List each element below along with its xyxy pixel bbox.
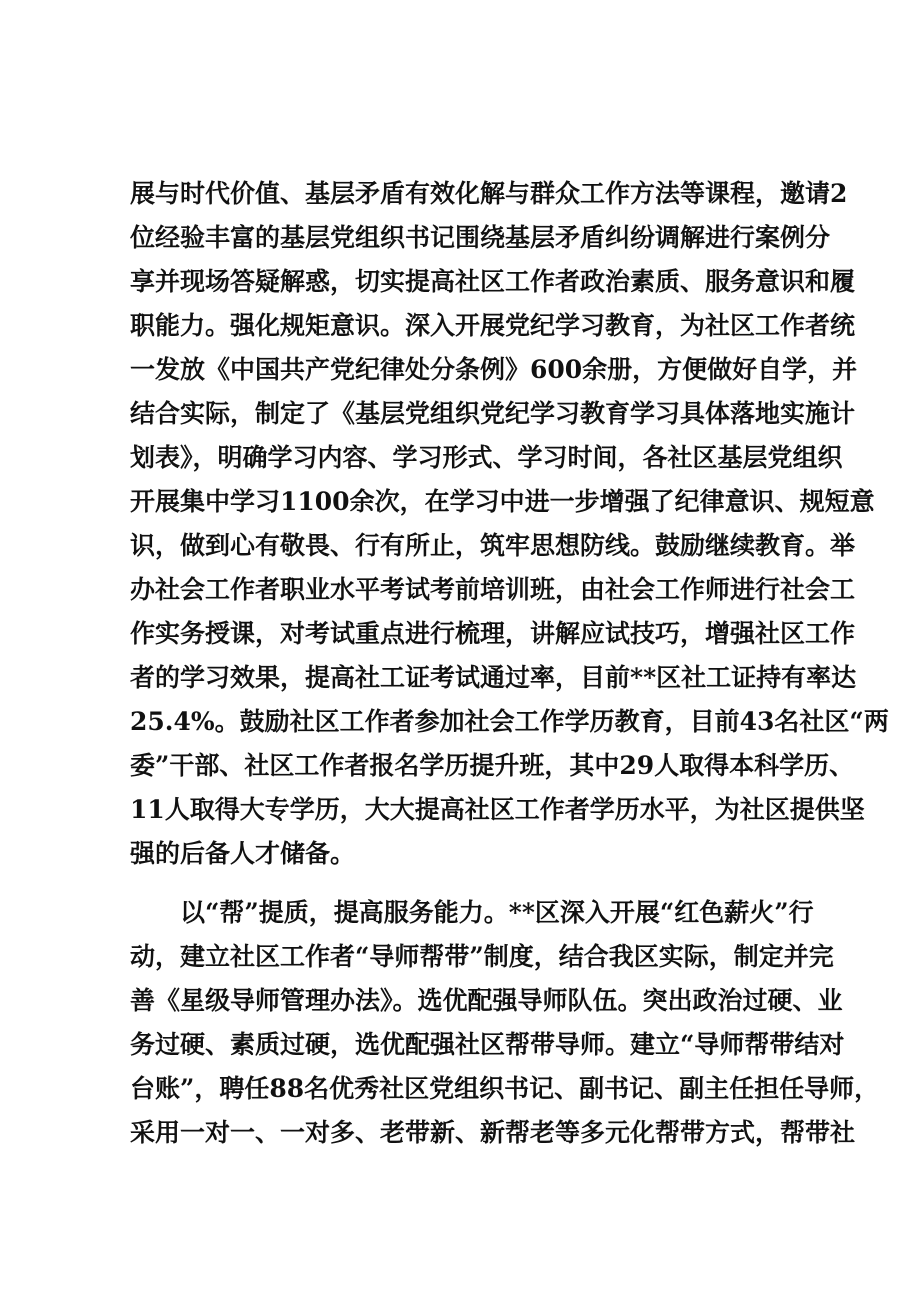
paragraph-1-line-13: 25.4%。鼓励社区工作者参加社会工作学历教育，目前43名社区“两 xyxy=(130,707,889,736)
paragraph-1-line-15: 11人取得大专学历，大大提高社区工作者学历水平，为社区提供坚 xyxy=(130,795,865,824)
paragraph-1-line-16: 强的后备人才储备。 xyxy=(130,839,356,868)
paragraph-1-line-4: 职能力。强化规矩意识。深入开展党纪学习教育，为社区工作者统 xyxy=(130,311,856,340)
paragraph-1-line-2: 位经验丰富的基层党组织书记围绕基层矛盾纠纷调解进行案例分 xyxy=(130,223,831,252)
paragraph-2-line-3: 善《星级导师管理办法》。选优配强导师队伍。突出政治过硬、业 xyxy=(130,986,843,1015)
paragraph-1-line-12: 者的学习效果，提高社工证考试通过率，目前**区社工证持有率达 xyxy=(130,663,857,692)
paragraph-1-line-1: 展与时代价值、基层矛盾有效化解与群众工作方法等课程，邀请2 xyxy=(130,179,848,208)
paragraph-1-line-8: 开展集中学习1100余次，在学习中进一步增强了纪律意识、规短意 xyxy=(130,487,875,516)
paragraph-1-line-9: 识，做到心有敬畏、行有所止，筑牢思想防线。鼓励继续教育。举 xyxy=(130,531,856,560)
paragraph-2-line-5: 台账”，聘任88名优秀社区党组织书记、副书记、副主任担任导师， xyxy=(130,1074,880,1103)
paragraph-1-line-5: 一发放《中国共产党纪律处分条例》600余册，方便做好自学，并 xyxy=(130,355,858,384)
paragraph-1-line-11: 作实务授课，对考试重点进行梳理，讲解应试技巧，增强社区工作 xyxy=(130,619,856,648)
paragraph-1-line-14: 委”干部、社区工作者报名学历提升班，其中29人取得本科学历、 xyxy=(130,751,855,780)
paragraph-2-line-6: 采用一对一、一对多、老带新、新帮老等多元化帮带方式，帮带社 xyxy=(130,1118,856,1147)
paragraph-1-line-10: 办社会工作者职业水平考试考前培训班，由社会工作师进行社会工 xyxy=(130,575,856,604)
paragraph-1-line-3: 享并现场答疑解惑，切实提高社区工作者政治素质、服务意识和履 xyxy=(130,267,856,296)
paragraph-2-line-2: 动，建立社区工作者“导师帮带”制度，结合我区实际，制定并完 xyxy=(130,942,834,971)
paragraph-1-line-7: 划表》，明确学习内容、学习形式、学习时间，各社区基层党组织 xyxy=(130,443,843,472)
paragraph-2-line-1: 以“帮”提质，提高服务能力。**区深入开展“红色薪火”行 xyxy=(180,898,814,927)
paragraph-1-line-6: 结合实际，制定了《基层党组织党纪学习教育学习具体落地实施计 xyxy=(130,399,856,428)
paragraph-2-line-4: 务过硬、素质过硬，选优配强社区帮带导师。建立“导师帮带结对 xyxy=(130,1030,845,1059)
